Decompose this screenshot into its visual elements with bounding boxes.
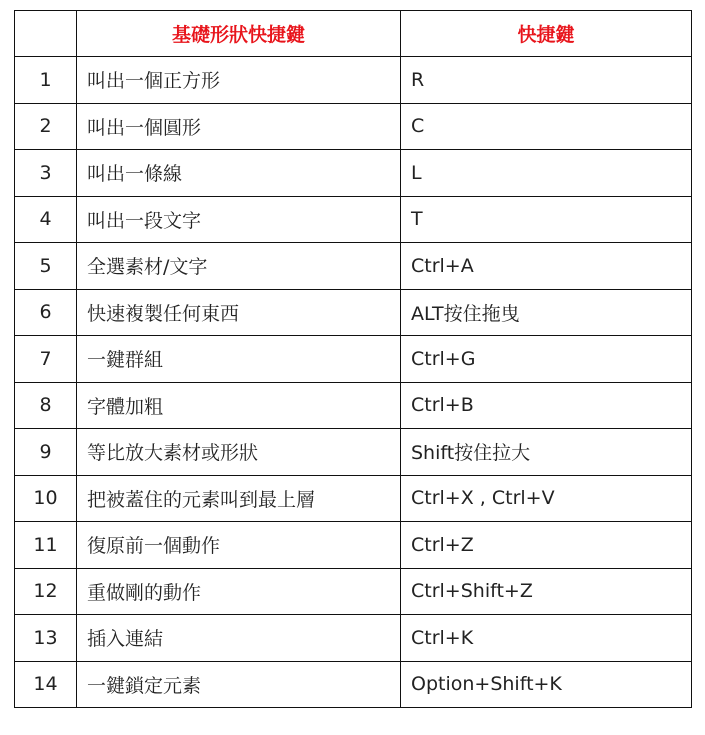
row-number: 8 (15, 382, 77, 429)
row-shortcut: Shift按住拉大 (401, 429, 692, 476)
row-action: 插入連結 (77, 615, 401, 662)
row-shortcut: L (401, 150, 692, 197)
row-shortcut: C (401, 103, 692, 150)
row-shortcut: Ctrl+K (401, 615, 692, 662)
table-row (15, 150, 692, 197)
row-action: 復原前一個動作 (77, 522, 401, 569)
row-action: 叫出一個圓形 (77, 103, 401, 150)
row-number: 3 (15, 150, 77, 197)
row-action: 一鍵鎖定元素 (77, 661, 401, 708)
table-row (15, 196, 692, 243)
row-number: 9 (15, 429, 77, 476)
table-row (15, 475, 692, 522)
row-action: 把被蓋住的元素叫到最上層 (77, 475, 401, 522)
row-shortcut: T (401, 196, 692, 243)
row-action: 快速複製任何東西 (77, 289, 401, 336)
table-row (15, 57, 692, 104)
shortcuts-table (14, 10, 692, 708)
row-action: 叫出一段文字 (77, 196, 401, 243)
row-shortcut: Ctrl+B (401, 382, 692, 429)
row-number: 10 (15, 475, 77, 522)
row-shortcut: ALT按住拖曳 (401, 289, 692, 336)
row-number: 4 (15, 196, 77, 243)
header-shortcut-key: 快捷鍵 (401, 11, 692, 57)
table-row (15, 661, 692, 708)
row-shortcut: Ctrl+Z (401, 522, 692, 569)
row-action: 叫出一條線 (77, 150, 401, 197)
table-row (15, 336, 692, 383)
table-row (15, 522, 692, 569)
row-shortcut: Ctrl+A (401, 243, 692, 290)
table-row (15, 429, 692, 476)
row-action: 一鍵群組 (77, 336, 401, 383)
row-action: 叫出一個正方形 (77, 57, 401, 104)
row-action: 等比放大素材或形狀 (77, 429, 401, 476)
row-action: 重做剛的動作 (77, 568, 401, 615)
table-row (15, 568, 692, 615)
row-number: 13 (15, 615, 77, 662)
row-number: 1 (15, 57, 77, 104)
table-header-row (15, 11, 692, 57)
row-action: 字體加粗 (77, 382, 401, 429)
row-shortcut: R (401, 57, 692, 104)
row-number: 5 (15, 243, 77, 290)
row-shortcut: Option+Shift+K (401, 661, 692, 708)
row-number: 6 (15, 289, 77, 336)
row-number: 11 (15, 522, 77, 569)
row-number: 2 (15, 103, 77, 150)
row-number: 7 (15, 336, 77, 383)
header-number (15, 11, 77, 57)
row-shortcut: Ctrl+X , Ctrl+V (401, 475, 692, 522)
row-number: 14 (15, 661, 77, 708)
table-row (15, 103, 692, 150)
table-row (15, 289, 692, 336)
row-shortcut: Ctrl+Shift+Z (401, 568, 692, 615)
row-shortcut: Ctrl+G (401, 336, 692, 383)
table-row (15, 243, 692, 290)
table-row (15, 382, 692, 429)
header-basic-shape-shortcuts: 基礎形狀快捷鍵 (77, 11, 401, 57)
table-row (15, 615, 692, 662)
row-action: 全選素材/文字 (77, 243, 401, 290)
row-number: 12 (15, 568, 77, 615)
